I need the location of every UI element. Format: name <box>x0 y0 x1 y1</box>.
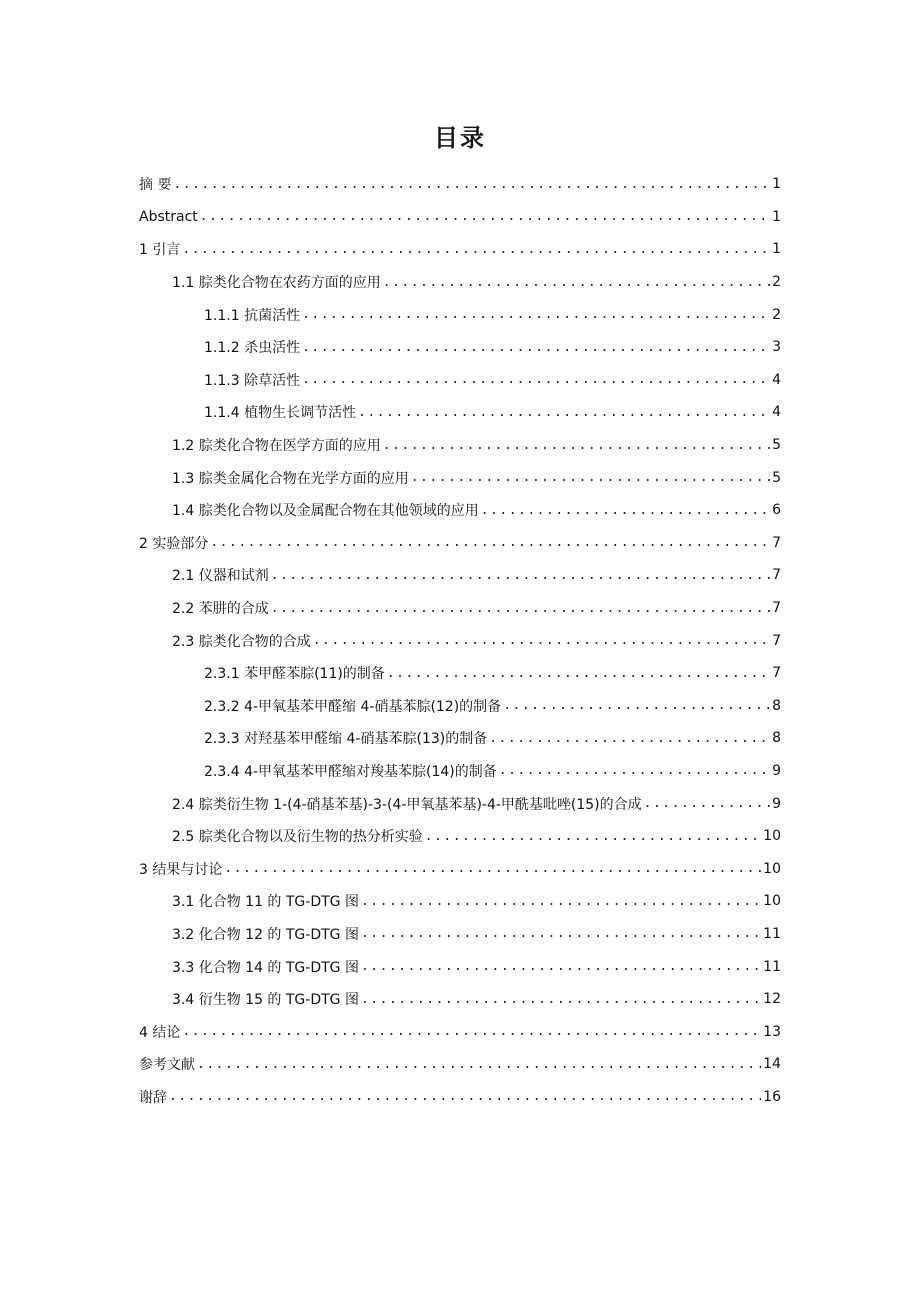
toc-page-number: 7 <box>772 600 781 617</box>
toc-entry-label: 3 结果与讨论 <box>139 861 223 878</box>
toc-entry-label: 1.1.1 抗菌活性 <box>204 307 301 324</box>
toc-entry[interactable] <box>139 559 781 592</box>
toc-dot-leader <box>169 1089 761 1104</box>
toc-dot-leader <box>503 698 770 713</box>
toc-page-number: 8 <box>772 697 781 714</box>
toc-dot-leader <box>182 1024 761 1039</box>
toc-entry-label: 1.1.2 杀虫活性 <box>204 340 301 357</box>
toc-dot-leader <box>358 405 770 420</box>
toc-entry[interactable] <box>139 592 781 625</box>
toc-dot-leader <box>499 763 770 778</box>
toc-entry-label: 2 实验部分 <box>139 535 209 552</box>
toc-entry-label: 3.4 衍生物 15 的 TG-DTG 图 <box>172 992 359 1009</box>
table-of-contents <box>139 168 781 1113</box>
toc-dot-leader <box>302 372 770 387</box>
toc-entry-label: Abstract <box>139 208 198 225</box>
toc-page-number: 4 <box>772 404 781 421</box>
toc-page-number: 2 <box>772 274 781 291</box>
toc-entry-label: 摘 要 <box>139 177 172 194</box>
toc-dot-leader <box>361 894 761 909</box>
toc-dot-leader <box>182 242 770 257</box>
toc-page-number: 11 <box>763 958 781 975</box>
toc-entry[interactable] <box>139 266 781 299</box>
toc-page-number: 14 <box>763 1056 781 1073</box>
toc-page-number: 10 <box>763 893 781 910</box>
toc-entry[interactable] <box>139 852 781 885</box>
toc-entry[interactable] <box>139 396 781 429</box>
toc-dot-leader <box>644 796 770 811</box>
toc-entry-label: 2.1 仪器和试剂 <box>172 568 269 585</box>
toc-page-number: 6 <box>772 502 781 519</box>
toc-dot-leader <box>210 535 770 550</box>
toc-page-number: 12 <box>763 991 781 1008</box>
toc-entry-label: 4 结论 <box>139 1024 181 1041</box>
toc-dot-leader <box>361 959 761 974</box>
toc-page-number: 2 <box>772 306 781 323</box>
toc-entry[interactable] <box>139 168 781 201</box>
toc-entry-label: 2.3.3 对羟基苯甲醛缩 4-硝基苯腙(13)的制备 <box>204 731 488 748</box>
toc-entry[interactable] <box>139 1081 781 1114</box>
toc-entry[interactable] <box>139 331 781 364</box>
toc-entry[interactable] <box>139 527 781 560</box>
toc-dot-leader <box>411 470 770 485</box>
toc-entry[interactable] <box>139 787 781 820</box>
toc-dot-leader <box>489 731 770 746</box>
toc-page-number: 11 <box>763 925 781 942</box>
toc-page-number: 3 <box>772 339 781 356</box>
toc-entry-label: 1.2 腙类化合物在医学方面的应用 <box>172 438 381 455</box>
toc-page-number: 10 <box>763 860 781 877</box>
toc-entry-label: 参考文献 <box>139 1057 195 1074</box>
toc-page-number: 4 <box>772 371 781 388</box>
toc-dot-leader <box>173 177 770 192</box>
toc-dot-leader <box>302 307 770 322</box>
toc-dot-leader <box>481 503 770 518</box>
toc-dot-leader <box>271 601 770 616</box>
toc-dot-leader <box>387 666 770 681</box>
toc-dot-leader <box>313 633 770 648</box>
toc-entry[interactable] <box>139 624 781 657</box>
toc-entry[interactable] <box>139 298 781 331</box>
toc-page-number: 7 <box>772 567 781 584</box>
toc-page-number: 8 <box>772 730 781 747</box>
toc-entry-label: 1.3 腙类金属化合物在光学方面的应用 <box>172 470 409 487</box>
toc-dot-leader <box>361 926 761 941</box>
toc-page-number: 5 <box>772 469 781 486</box>
toc-dot-leader <box>271 568 770 583</box>
toc-entry[interactable] <box>139 820 781 853</box>
toc-entry[interactable] <box>139 657 781 690</box>
toc-entry-label: 1.1 腙类化合物在农药方面的应用 <box>172 275 381 292</box>
toc-entry[interactable] <box>139 494 781 527</box>
toc-entry-label: 2.3.1 苯甲醛苯腙(11)的制备 <box>204 666 385 683</box>
toc-entry-label: 1.1.4 植物生长调节活性 <box>204 405 357 422</box>
toc-dot-leader <box>200 209 770 224</box>
toc-entry-label: 3.1 化合物 11 的 TG-DTG 图 <box>172 894 359 911</box>
toc-dot-leader <box>302 340 770 355</box>
toc-entry-label: 3.2 化合物 12 的 TG-DTG 图 <box>172 926 359 943</box>
toc-dot-leader <box>425 829 761 844</box>
toc-entry[interactable] <box>139 983 781 1016</box>
page-title: 目录 <box>434 124 486 152</box>
toc-page-number: 13 <box>763 1023 781 1040</box>
toc-entry[interactable] <box>139 429 781 462</box>
toc-dot-leader <box>224 861 761 876</box>
toc-entry-label: 1.4 腙类化合物以及金属配合物在其他领域的应用 <box>172 503 479 520</box>
toc-entry-label: 谢辞 <box>139 1089 167 1106</box>
toc-dot-leader <box>383 275 770 290</box>
toc-entry-label: 2.2 苯肼的合成 <box>172 601 269 618</box>
toc-entry-label: 3.3 化合物 14 的 TG-DTG 图 <box>172 959 359 976</box>
toc-page-number: 1 <box>772 176 781 193</box>
toc-entry-label: 1.1.3 除草活性 <box>204 372 301 389</box>
toc-page-number: 10 <box>763 828 781 845</box>
toc-entry-label: 2.4 腙类衍生物 1-(4-硝基苯基)-3-(4-甲氧基苯基)-4-甲酰基吡唑(15)的合成 <box>172 796 642 813</box>
toc-entry[interactable] <box>139 755 781 788</box>
toc-page-number: 7 <box>772 665 781 682</box>
toc-entry[interactable] <box>139 950 781 983</box>
toc-entry-label: 1 引言 <box>139 242 181 259</box>
toc-entry-label: 2.5 腙类化合物以及衍生物的热分析实验 <box>172 829 423 846</box>
toc-dot-leader <box>383 438 770 453</box>
toc-entry[interactable] <box>139 885 781 918</box>
toc-entry[interactable] <box>139 364 781 397</box>
toc-entry[interactable] <box>139 690 781 723</box>
toc-page-number: 9 <box>772 795 781 812</box>
toc-entry-label: 2.3.4 4-甲氧基苯甲醛缩对羧基苯腙(14)的制备 <box>204 763 497 780</box>
toc-page-number: 7 <box>772 534 781 551</box>
toc-dot-leader <box>197 1057 761 1072</box>
toc-entry[interactable] <box>139 722 781 755</box>
toc-page-number: 16 <box>763 1088 781 1105</box>
toc-entry[interactable] <box>139 918 781 951</box>
toc-page-number: 9 <box>772 762 781 779</box>
toc-entry[interactable] <box>139 1048 781 1081</box>
toc-page-number: 7 <box>772 632 781 649</box>
toc-dot-leader <box>361 992 761 1007</box>
toc-page-number: 5 <box>772 437 781 454</box>
toc-entry[interactable] <box>139 1015 781 1048</box>
toc-entry[interactable] <box>139 461 781 494</box>
toc-page-number: 1 <box>772 208 781 225</box>
toc-page-number: 1 <box>772 241 781 258</box>
toc-entry[interactable] <box>139 201 781 234</box>
toc-entry-label: 2.3.2 4-甲氧基苯甲醛缩 4-硝基苯腙(12)的制备 <box>204 698 502 715</box>
toc-entry[interactable] <box>139 233 781 266</box>
toc-entry-label: 2.3 腙类化合物的合成 <box>172 633 311 650</box>
